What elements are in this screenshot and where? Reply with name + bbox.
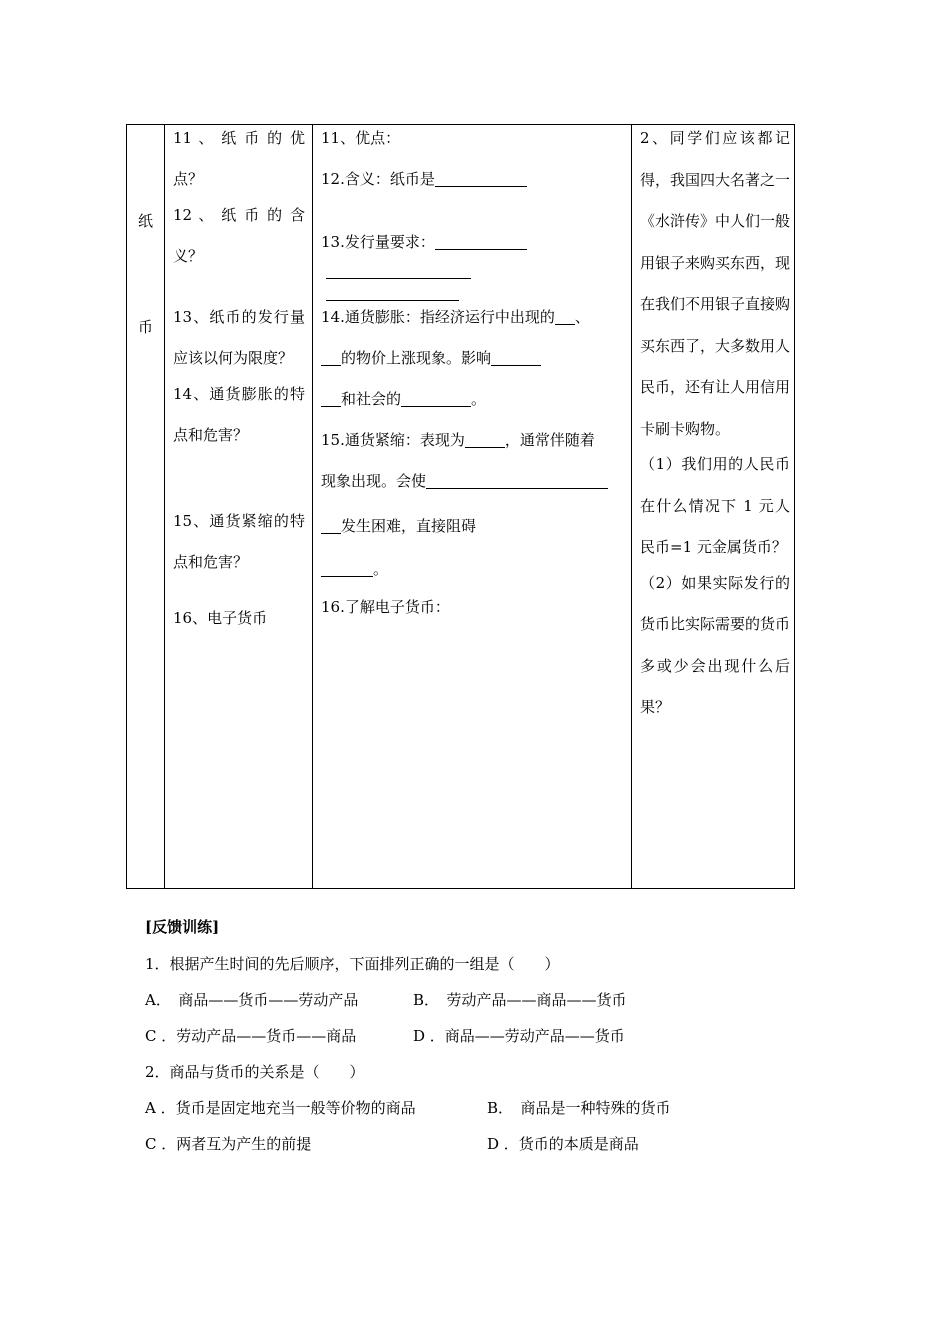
question-13: 13、纸币的发行量应该以何为限度？ — [173, 308, 305, 367]
answer-11: 11、优点： — [321, 129, 401, 147]
blank-row — [321, 285, 625, 297]
blank-line — [326, 285, 459, 301]
blank-line — [555, 309, 575, 325]
feedback-heading: [反馈训练] — [145, 918, 220, 936]
blank-line — [426, 473, 608, 489]
question-11: 11 、 纸 币 的 优 点？ — [173, 129, 305, 188]
answer-14-text: 。 — [471, 390, 487, 408]
blank-line — [321, 518, 341, 534]
case-question-1: （1）我们用的人民币在什么情况下 1 元人民币=1 元金属货币？ — [640, 455, 790, 556]
blank-line — [435, 234, 527, 250]
answer-14-line1 — [321, 297, 625, 338]
question-2-option-b: B． 商品是一种特殊的货币 — [487, 1099, 671, 1117]
question-2-option-a: A ．货币是固定地充当一般等价物的商品 — [145, 1099, 416, 1117]
answer-15-text: 现象出现。会使 — [321, 472, 427, 490]
question-16: 16、电子货币 — [173, 609, 268, 627]
case-question-2: （2）如果实际发行的货币比实际需要的货币多或少会出现什么后果？ — [640, 573, 791, 716]
case-intro: 2、同学们应该都记得，我国四大名著之一《水浒传》中人们一般用银子来购买东西，现在我们不用银子直接购买东西了，大多数用人民币，还有让人用信用卡刷卡购物。 — [640, 129, 791, 438]
answer-12 — [321, 159, 625, 200]
section-label-cell — [127, 125, 164, 888]
question-1-option-a: A． 商品——货币——劳动产品 — [145, 991, 359, 1009]
answers-cell — [312, 125, 631, 888]
blank-line — [401, 391, 471, 407]
section-label-char: 纸 — [137, 212, 153, 230]
blank-line — [326, 263, 471, 279]
answer-14-text: 的物价上涨现象。影响 — [341, 349, 492, 367]
answer-15-text: 发生困难，直接阻碍 — [341, 517, 477, 535]
answer-14-text: 14.通货膨胀：指经济运行中出现的 — [321, 308, 555, 326]
question-2-option-c: C ．两者互为产生的前提 — [145, 1135, 312, 1153]
answer-12-text: 12.含义：纸币是 — [321, 170, 435, 188]
answer-16: 16.了解电子货币： — [321, 598, 450, 616]
feedback-question-2: 2．商品与货币的关系是（ ） — [145, 1063, 365, 1081]
answer-14-text: 、 — [574, 308, 590, 326]
blank-line — [321, 561, 373, 577]
questions-cell — [164, 125, 312, 888]
blank-line — [491, 350, 541, 366]
question-2-option-d: D ．货币的本质是商品 — [487, 1135, 639, 1153]
question-15: 15、通货紧缩的特点和危害？ — [173, 512, 305, 571]
case-cell — [631, 125, 796, 888]
answer-15-text: 。 — [373, 560, 389, 578]
answer-15-line3 — [321, 506, 625, 547]
answer-13 — [321, 222, 625, 263]
study-table — [126, 124, 795, 889]
feedback-question-1: 1．根据产生时间的先后顺序，下面排列正确的一组是（ ） — [145, 955, 560, 973]
question-1-option-d: D ．商品——劳动产品——货币 — [413, 1027, 625, 1045]
answer-13-text: 13.发行量要求： — [321, 233, 435, 251]
blank-line — [321, 391, 341, 407]
section-label-char: 币 — [137, 318, 153, 336]
blank-line — [321, 350, 341, 366]
question-14: 14、通货膨胀的特点和危害？ — [173, 385, 305, 444]
blank-row — [321, 263, 625, 285]
answer-14-text: 和社会的 — [341, 390, 402, 408]
answer-14-line2 — [321, 338, 625, 379]
blank-line — [465, 432, 505, 448]
question-1-option-b: B． 劳动产品——商品——货币 — [413, 991, 627, 1009]
answer-15-text: 15.通货紧缩：表现为 — [321, 431, 465, 449]
answer-15-line4 — [321, 549, 625, 590]
question-12: 12 、 纸 币 的 含 义？ — [173, 206, 305, 265]
answer-14-line3 — [321, 379, 625, 420]
question-1-option-c: C ．劳动产品——货币——商品 — [145, 1027, 357, 1045]
answer-15-line1 — [321, 420, 625, 461]
answer-15-text: ，通常伴随着 — [504, 431, 595, 449]
blank-line — [435, 171, 527, 187]
answer-15-line2 — [321, 461, 625, 502]
